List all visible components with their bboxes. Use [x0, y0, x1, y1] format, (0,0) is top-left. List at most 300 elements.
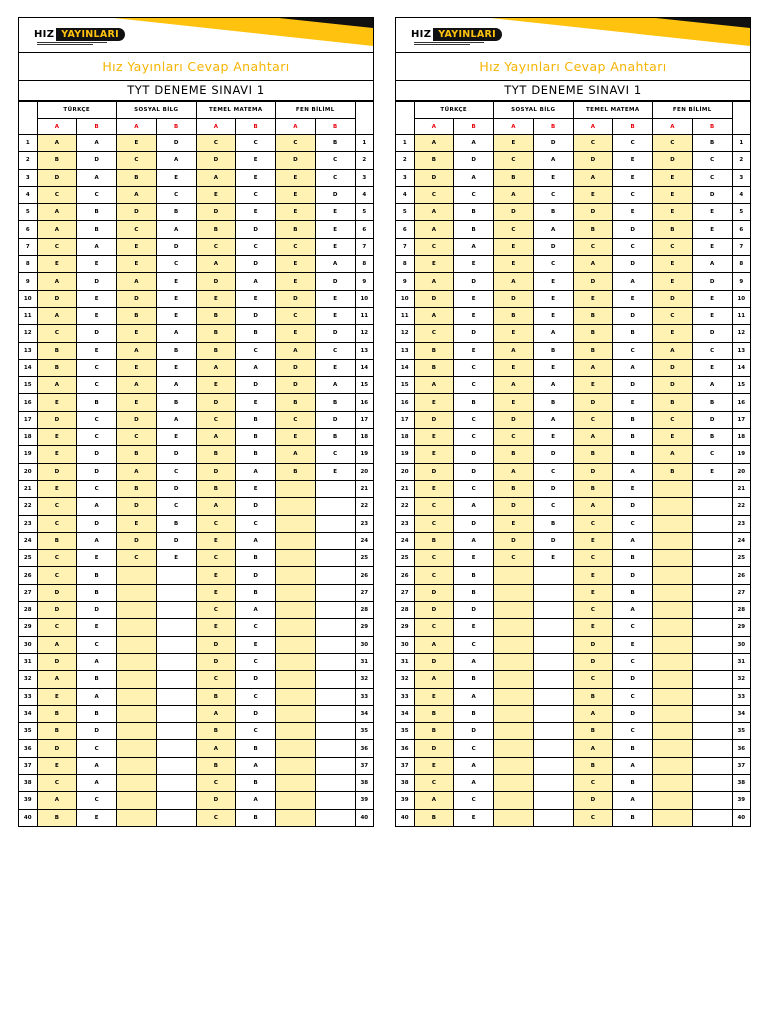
answer-cell: E — [77, 619, 117, 636]
answer-cell: B — [573, 325, 613, 342]
question-number: 26 — [19, 567, 37, 584]
answer-cell: E — [414, 429, 454, 446]
answer-cell: D — [236, 307, 276, 324]
subject-header: FEN BİLİML — [276, 102, 356, 119]
answer-cell — [315, 688, 355, 705]
question-number: 15 — [355, 377, 373, 394]
answer-cell: E — [276, 429, 316, 446]
answer-cell: A — [533, 411, 573, 428]
booklet-label: A — [117, 119, 157, 135]
answer-cell: C — [692, 446, 732, 463]
question-number: 35 — [19, 723, 37, 740]
answer-cell — [653, 723, 693, 740]
booklet-label: B — [315, 119, 355, 135]
answer-cell: E — [653, 186, 693, 203]
answer-cell — [692, 584, 732, 601]
question-number: 19 — [396, 446, 414, 463]
answer-cell: D — [613, 705, 653, 722]
answer-cell: C — [196, 411, 236, 428]
answer-cell: C — [156, 256, 196, 273]
subject-header: TÜRKÇE — [414, 102, 494, 119]
answer-cell: E — [156, 550, 196, 567]
answer-cell: B — [533, 204, 573, 221]
answer-cell: A — [573, 429, 613, 446]
answer-cell — [276, 550, 316, 567]
answer-cell: B — [315, 135, 355, 152]
question-number: 23 — [396, 515, 414, 532]
answer-cell: E — [692, 221, 732, 238]
answer-cell: C — [156, 186, 196, 203]
answer-cell: D — [692, 411, 732, 428]
answer-cell — [692, 688, 732, 705]
answer-cell — [276, 636, 316, 653]
question-number: 29 — [396, 619, 414, 636]
answer-cell: C — [77, 740, 117, 757]
question-number: 5 — [396, 204, 414, 221]
answer-row — [19, 740, 373, 757]
answer-cell — [117, 671, 157, 688]
answer-cell: D — [573, 636, 613, 653]
question-number: 6 — [732, 221, 750, 238]
answer-cell: D — [454, 602, 494, 619]
answer-cell: A — [196, 705, 236, 722]
booklet-label: A — [653, 119, 693, 135]
answer-cell: E — [117, 238, 157, 255]
question-number: 40 — [732, 809, 750, 826]
answer-cell: A — [653, 446, 693, 463]
answer-cell — [156, 636, 196, 653]
subject-header: SOSYAL BİLG — [494, 102, 574, 119]
logo-text-hiz: HIZ — [34, 29, 55, 40]
answer-cell: C — [315, 152, 355, 169]
answer-row — [396, 480, 750, 497]
answer-cell — [533, 584, 573, 601]
answer-cell: A — [414, 204, 454, 221]
answer-row — [19, 480, 373, 497]
question-number: 31 — [396, 653, 414, 670]
answer-row — [396, 411, 750, 428]
answer-cell: E — [454, 619, 494, 636]
answer-cell: D — [692, 273, 732, 290]
question-number: 9 — [732, 273, 750, 290]
answer-cell: C — [196, 135, 236, 152]
exam-title: TYT DENEME SINAVI 1 — [396, 81, 750, 101]
answer-cell — [692, 757, 732, 774]
answer-cell: B — [414, 723, 454, 740]
answer-cell: C — [454, 740, 494, 757]
answer-row — [19, 636, 373, 653]
answer-row — [19, 429, 373, 446]
answer-cell — [276, 653, 316, 670]
answer-cell: D — [613, 221, 653, 238]
answer-cell: B — [117, 446, 157, 463]
answer-cell: C — [573, 411, 613, 428]
answer-cell: C — [236, 653, 276, 670]
answer-cell: E — [37, 394, 77, 411]
answer-cell: D — [276, 359, 316, 376]
answer-cell — [276, 757, 316, 774]
answer-cell: E — [454, 550, 494, 567]
answer-cell: C — [37, 515, 77, 532]
answer-cell: E — [196, 377, 236, 394]
answer-cell: A — [77, 169, 117, 186]
answer-row — [19, 688, 373, 705]
answer-cell: A — [77, 653, 117, 670]
answer-cell: C — [196, 515, 236, 532]
answer-row — [19, 359, 373, 376]
answer-cell: E — [613, 290, 653, 307]
answer-cell: B — [533, 394, 573, 411]
answer-cell: D — [37, 602, 77, 619]
answer-cell: C — [613, 688, 653, 705]
question-number: 3 — [355, 169, 373, 186]
answer-cell: E — [117, 135, 157, 152]
answer-cell: B — [573, 221, 613, 238]
answer-cell: E — [653, 429, 693, 446]
answer-row — [19, 550, 373, 567]
answer-cell: D — [414, 584, 454, 601]
answer-cell: B — [692, 394, 732, 411]
answer-cell: E — [692, 290, 732, 307]
answer-row — [396, 204, 750, 221]
question-number: 7 — [732, 238, 750, 255]
question-number: 34 — [355, 705, 373, 722]
answer-cell: B — [533, 515, 573, 532]
answer-cell: E — [613, 480, 653, 497]
answer-cell: A — [236, 273, 276, 290]
answer-cell: C — [454, 480, 494, 497]
answer-cell: B — [196, 723, 236, 740]
answer-cell: A — [37, 221, 77, 238]
subject-header: TEMEL MATEMA — [573, 102, 653, 119]
answer-cell — [276, 705, 316, 722]
answer-cell: B — [653, 221, 693, 238]
question-number: 36 — [396, 740, 414, 757]
answer-cell: D — [276, 377, 316, 394]
answer-cell: C — [414, 498, 454, 515]
answer-row — [396, 723, 750, 740]
answer-cell: C — [692, 342, 732, 359]
answer-cell: B — [613, 774, 653, 791]
answer-row — [396, 446, 750, 463]
question-number: 31 — [19, 653, 37, 670]
answer-cell: E — [573, 290, 613, 307]
answer-cell — [494, 705, 534, 722]
answer-row — [396, 429, 750, 446]
answer-cell: A — [276, 342, 316, 359]
answer-cell — [156, 792, 196, 809]
answer-cell: B — [236, 584, 276, 601]
answer-cell — [653, 653, 693, 670]
answer-cell: E — [653, 256, 693, 273]
answer-row — [19, 342, 373, 359]
answer-cell — [117, 723, 157, 740]
answer-row — [19, 152, 373, 169]
answer-cell: D — [315, 186, 355, 203]
answer-cell: D — [454, 446, 494, 463]
question-number: 1 — [355, 135, 373, 152]
answer-cell: E — [692, 238, 732, 255]
answer-row — [19, 792, 373, 809]
answer-row — [19, 567, 373, 584]
answer-row — [396, 221, 750, 238]
answer-cell: C — [156, 498, 196, 515]
booklet-label: B — [156, 119, 196, 135]
answer-cell: C — [414, 515, 454, 532]
question-number: 10 — [732, 290, 750, 307]
answer-cell: E — [573, 532, 613, 549]
question-number: 38 — [396, 774, 414, 791]
question-number: 36 — [19, 740, 37, 757]
answer-cell — [315, 671, 355, 688]
answer-cell: E — [315, 359, 355, 376]
answer-cell — [692, 653, 732, 670]
answer-cell: C — [276, 238, 316, 255]
question-number: 26 — [396, 567, 414, 584]
answer-cell — [494, 671, 534, 688]
answer-cell — [117, 705, 157, 722]
answer-cell — [692, 515, 732, 532]
answer-cell: A — [77, 688, 117, 705]
answer-cell: E — [414, 480, 454, 497]
answer-cell: D — [37, 411, 77, 428]
answer-row — [396, 688, 750, 705]
answer-cell: B — [653, 463, 693, 480]
answer-cell: C — [692, 152, 732, 169]
answer-cell — [653, 619, 693, 636]
answer-cell: B — [37, 809, 77, 826]
answer-table — [19, 101, 373, 826]
question-number: 38 — [732, 774, 750, 791]
answer-cell: B — [454, 221, 494, 238]
answer-cell — [315, 636, 355, 653]
answer-cell: E — [315, 238, 355, 255]
answer-cell: B — [414, 809, 454, 826]
answer-cell: D — [414, 290, 454, 307]
answer-row — [396, 186, 750, 203]
answer-cell — [653, 602, 693, 619]
question-number: 27 — [19, 584, 37, 601]
answer-row — [396, 757, 750, 774]
question-number: 4 — [355, 186, 373, 203]
answer-cell: D — [494, 204, 534, 221]
question-number: 11 — [396, 307, 414, 324]
answer-cell: E — [494, 325, 534, 342]
answer-cell — [692, 705, 732, 722]
question-number: 3 — [19, 169, 37, 186]
answer-cell: D — [454, 325, 494, 342]
answer-cell: E — [37, 256, 77, 273]
answer-cell — [276, 498, 316, 515]
answer-cell: E — [196, 532, 236, 549]
question-number: 12 — [19, 325, 37, 342]
corner-cell — [355, 102, 373, 135]
answer-cell: D — [454, 273, 494, 290]
answer-cell: E — [494, 238, 534, 255]
corner-cell — [732, 102, 750, 135]
answer-cell: E — [37, 480, 77, 497]
question-number: 12 — [396, 325, 414, 342]
answer-cell — [533, 619, 573, 636]
answer-row — [19, 273, 373, 290]
answer-cell: B — [37, 152, 77, 169]
answer-cell: E — [37, 688, 77, 705]
answer-cell — [653, 705, 693, 722]
answer-cell — [494, 602, 534, 619]
answer-cell: E — [196, 290, 236, 307]
answer-cell: B — [236, 325, 276, 342]
answer-cell: B — [117, 169, 157, 186]
answer-cell — [315, 705, 355, 722]
answer-row — [396, 463, 750, 480]
answer-cell — [315, 532, 355, 549]
answer-cell: C — [236, 515, 276, 532]
answer-cell: E — [315, 204, 355, 221]
answer-cell: A — [414, 377, 454, 394]
answer-cell: E — [117, 394, 157, 411]
answer-cell — [276, 723, 316, 740]
answer-row — [396, 636, 750, 653]
answer-cell — [692, 809, 732, 826]
question-number: 38 — [355, 774, 373, 791]
question-number: 40 — [396, 809, 414, 826]
answer-cell: E — [156, 307, 196, 324]
answer-cell: C — [613, 342, 653, 359]
question-number: 27 — [732, 584, 750, 601]
question-number: 5 — [19, 204, 37, 221]
question-number: 29 — [19, 619, 37, 636]
question-number: 20 — [396, 463, 414, 480]
answer-cell: A — [77, 774, 117, 791]
answer-cell: C — [613, 653, 653, 670]
answer-row — [396, 515, 750, 532]
answer-row — [19, 204, 373, 221]
answer-cell — [117, 653, 157, 670]
answer-cell: E — [573, 567, 613, 584]
answer-cell: B — [454, 204, 494, 221]
answer-cell: A — [414, 307, 454, 324]
answer-cell: B — [533, 342, 573, 359]
answer-cell: C — [77, 792, 117, 809]
answer-cell: C — [414, 186, 454, 203]
answer-cell: E — [196, 619, 236, 636]
answer-cell: B — [613, 550, 653, 567]
answer-row — [396, 290, 750, 307]
answer-cell: A — [414, 135, 454, 152]
answer-cell: C — [613, 186, 653, 203]
answer-cell: E — [117, 256, 157, 273]
answer-cell: B — [77, 584, 117, 601]
answer-cell: B — [653, 394, 693, 411]
answer-row — [396, 584, 750, 601]
answer-cell — [533, 792, 573, 809]
answer-cell: A — [494, 186, 534, 203]
answer-cell — [653, 532, 693, 549]
answer-cell: E — [236, 290, 276, 307]
answer-cell: A — [196, 429, 236, 446]
subject-header-row — [19, 102, 373, 119]
question-number: 13 — [19, 342, 37, 359]
publisher-logo — [34, 27, 125, 42]
answer-cell — [533, 636, 573, 653]
answer-cell: D — [196, 792, 236, 809]
answer-cell: E — [236, 152, 276, 169]
question-number: 15 — [396, 377, 414, 394]
answer-cell: E — [494, 135, 534, 152]
answer-cell: D — [37, 463, 77, 480]
answer-cell: E — [573, 186, 613, 203]
question-number: 3 — [732, 169, 750, 186]
answer-cell: A — [613, 463, 653, 480]
answer-cell — [692, 498, 732, 515]
answer-cell: B — [196, 342, 236, 359]
answer-cell: B — [37, 359, 77, 376]
answer-cell: B — [196, 446, 236, 463]
answer-cell: A — [692, 377, 732, 394]
answer-cell: E — [315, 307, 355, 324]
answer-row — [396, 619, 750, 636]
question-number: 4 — [19, 186, 37, 203]
answer-row — [19, 238, 373, 255]
question-number: 31 — [732, 653, 750, 670]
answer-cell: D — [196, 653, 236, 670]
answer-cell: E — [37, 446, 77, 463]
answer-cell: E — [454, 256, 494, 273]
answer-cell — [494, 809, 534, 826]
answer-cell — [653, 567, 693, 584]
question-number: 6 — [19, 221, 37, 238]
answer-cell: A — [196, 256, 236, 273]
answer-cell: C — [454, 186, 494, 203]
answer-cell: A — [156, 377, 196, 394]
question-number: 30 — [355, 636, 373, 653]
answer-cell — [494, 774, 534, 791]
question-number: 18 — [396, 429, 414, 446]
question-number: 21 — [732, 480, 750, 497]
answer-cell: E — [37, 429, 77, 446]
answer-cell — [156, 602, 196, 619]
answer-cell: D — [37, 290, 77, 307]
answer-cell: A — [573, 498, 613, 515]
answer-row — [396, 394, 750, 411]
answer-row — [19, 290, 373, 307]
answer-cell: C — [156, 463, 196, 480]
answer-cell: D — [236, 671, 276, 688]
answer-cell: A — [454, 774, 494, 791]
answer-cell: A — [117, 342, 157, 359]
answer-cell: D — [276, 290, 316, 307]
question-number: 20 — [19, 463, 37, 480]
answer-cell: C — [414, 550, 454, 567]
answer-cell: D — [37, 653, 77, 670]
answer-cell: A — [414, 792, 454, 809]
answer-cell — [653, 792, 693, 809]
answer-cell: A — [533, 152, 573, 169]
answer-row — [396, 774, 750, 791]
answer-cell: B — [236, 774, 276, 791]
answer-cell: C — [236, 342, 276, 359]
logo-header — [19, 18, 373, 53]
question-number: 35 — [396, 723, 414, 740]
answer-cell: A — [613, 359, 653, 376]
answer-cell: D — [533, 446, 573, 463]
answer-cell: D — [77, 273, 117, 290]
answer-cell: C — [414, 774, 454, 791]
answer-cell: D — [573, 653, 613, 670]
answer-cell — [117, 740, 157, 757]
answer-cell: D — [494, 532, 534, 549]
answer-cell: B — [692, 429, 732, 446]
